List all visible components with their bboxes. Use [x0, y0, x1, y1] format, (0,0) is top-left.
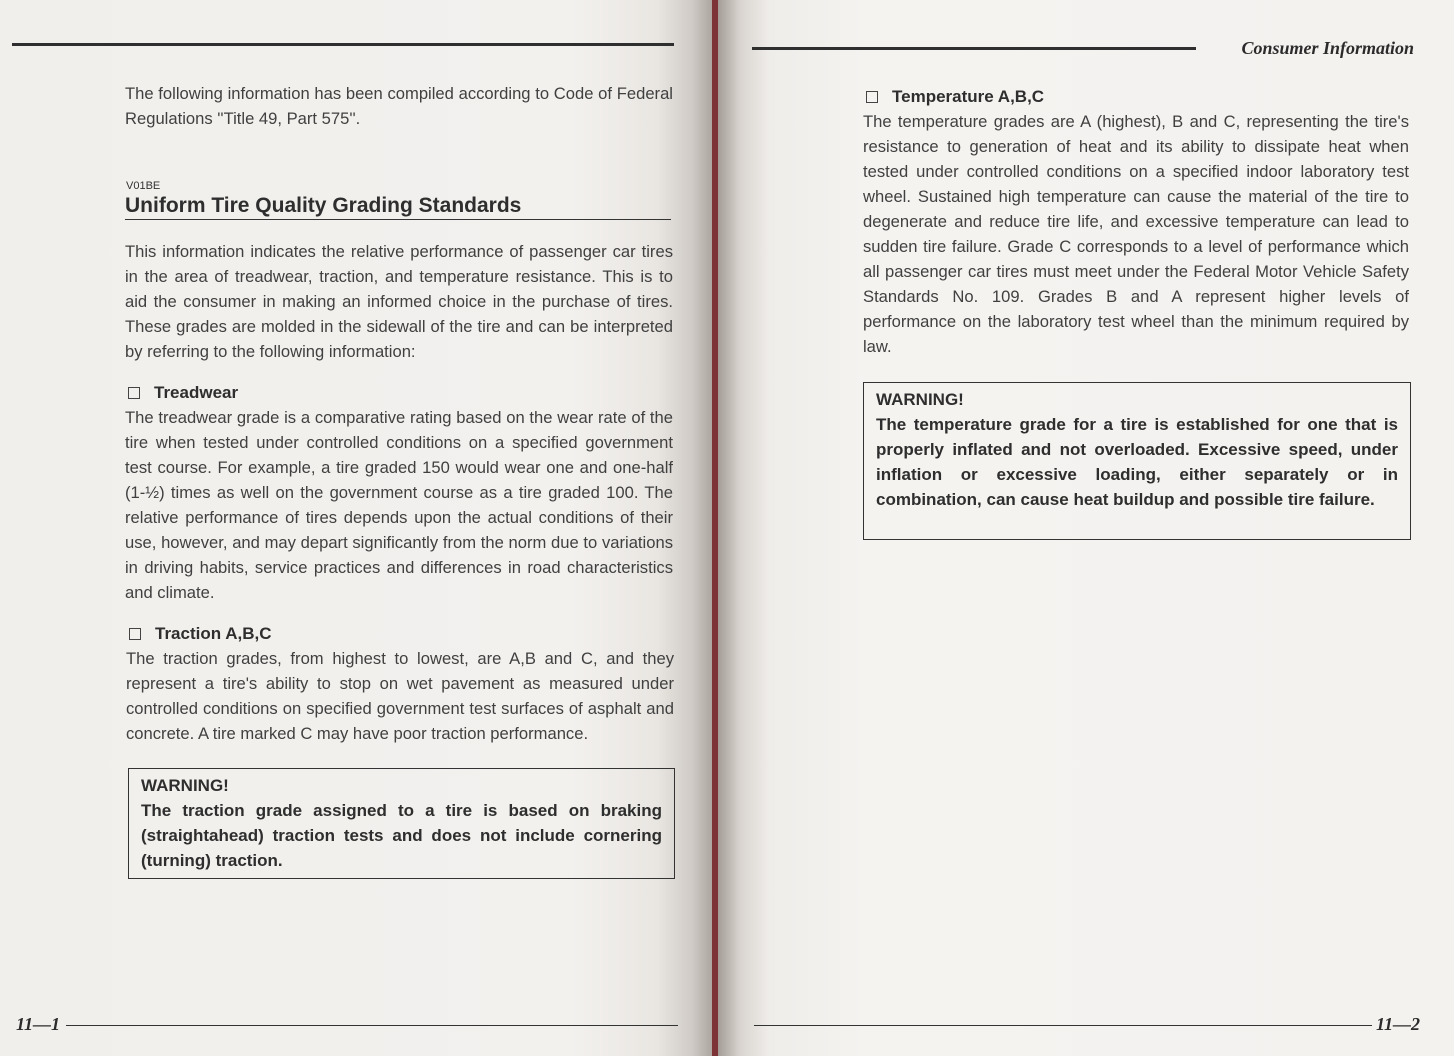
- temperature-section: [863, 84, 1409, 359]
- section-heading: Uniform Tire Quality Grading Standards: [125, 194, 671, 220]
- warning-body: The temperature grade for a tire is established for one that is properly inflated and not overloaded. Excessive speed, under inflation or excessive loading, either separately or in combination, can cause heat buildup and possible tire failure.: [876, 415, 1398, 509]
- checkbox-square-icon: [129, 628, 141, 640]
- bottom-rule: [754, 1025, 1372, 1026]
- traction-section: [126, 621, 674, 746]
- treadwear-section: [125, 380, 673, 605]
- left-page: [0, 0, 714, 1056]
- page-number: 11—1: [16, 1014, 61, 1034]
- temperature-title: Temperature A,B,C: [892, 87, 1045, 106]
- running-head: Consumer Information: [1241, 38, 1414, 58]
- warning-title: WARNING!: [141, 776, 229, 795]
- right-page: [718, 0, 1454, 1056]
- bottom-rule: [66, 1025, 678, 1026]
- section-code: V01BE: [126, 180, 161, 192]
- traction-warning-box: [128, 768, 675, 879]
- treadwear-body: The treadwear grade is a comparative rating based on the wear rate of the tire when tested under controlled conditions on a specified government test course. For example, a tire graded 150 would wear one and one-half (1-½) times as well on the government course as a tire graded 100. The relative performance of tires depends upon the actual conditions of their use, however, and may depart significantly from the norm due to variations in driving habits, service practices and differences in road characteristics and climate.: [125, 408, 673, 602]
- temperature-warning-box: [863, 382, 1411, 540]
- warning-title: WARNING!: [876, 390, 964, 409]
- warning-body: The traction grade assigned to a tire is based on braking (straightahead) traction tests and does not include cornering (turning) traction.: [141, 801, 662, 870]
- temperature-body: The temperature grades are A (highest), B and C, representing the tire's resistance to generation of heat and its ability to dissipate heat when tested under controlled conditions on a specified indoor laboratory test wheel. Sustained high temperature can cause the material of the tire to degenerate and reduce tire life, and excessive temperature can lead to sudden tire failure. Grade C corresponds to a level of performance which all passenger car tires must meet under the Federal Motor Vehicle Safety Standards No. 109. Grades B and A represent higher levels of performance on the laboratory test wheel than the minimum required by law.: [863, 112, 1409, 356]
- description-paragraph: This information indicates the relative performance of passenger car tires in the area of treadwear, traction, and temperature resistance. This is to aid the consumer in making an informed choice in the purchase of tires. These grades are molded in the sidewall of the tire and can be interpreted by referring to the following information:: [125, 242, 673, 361]
- traction-body: The traction grades, from highest to lowest, are A,B and C, and they represent a tire's ability to stop on wet pavement as measured under controlled conditions on specified government test surfaces of asphalt and concrete. A tire marked C may have poor traction performance.: [126, 649, 674, 743]
- page-number: 11—2: [1376, 1014, 1421, 1034]
- traction-title: Traction A,B,C: [155, 624, 272, 643]
- top-rule: [752, 47, 1196, 50]
- intro-paragraph: The following information has been compiled according to Code of Federal Regulations ''Title 49, Part 575''.: [125, 84, 673, 128]
- checkbox-square-icon: [866, 91, 878, 103]
- top-rule: [12, 43, 674, 46]
- treadwear-title: Treadwear: [154, 383, 239, 402]
- checkbox-square-icon: [128, 387, 140, 399]
